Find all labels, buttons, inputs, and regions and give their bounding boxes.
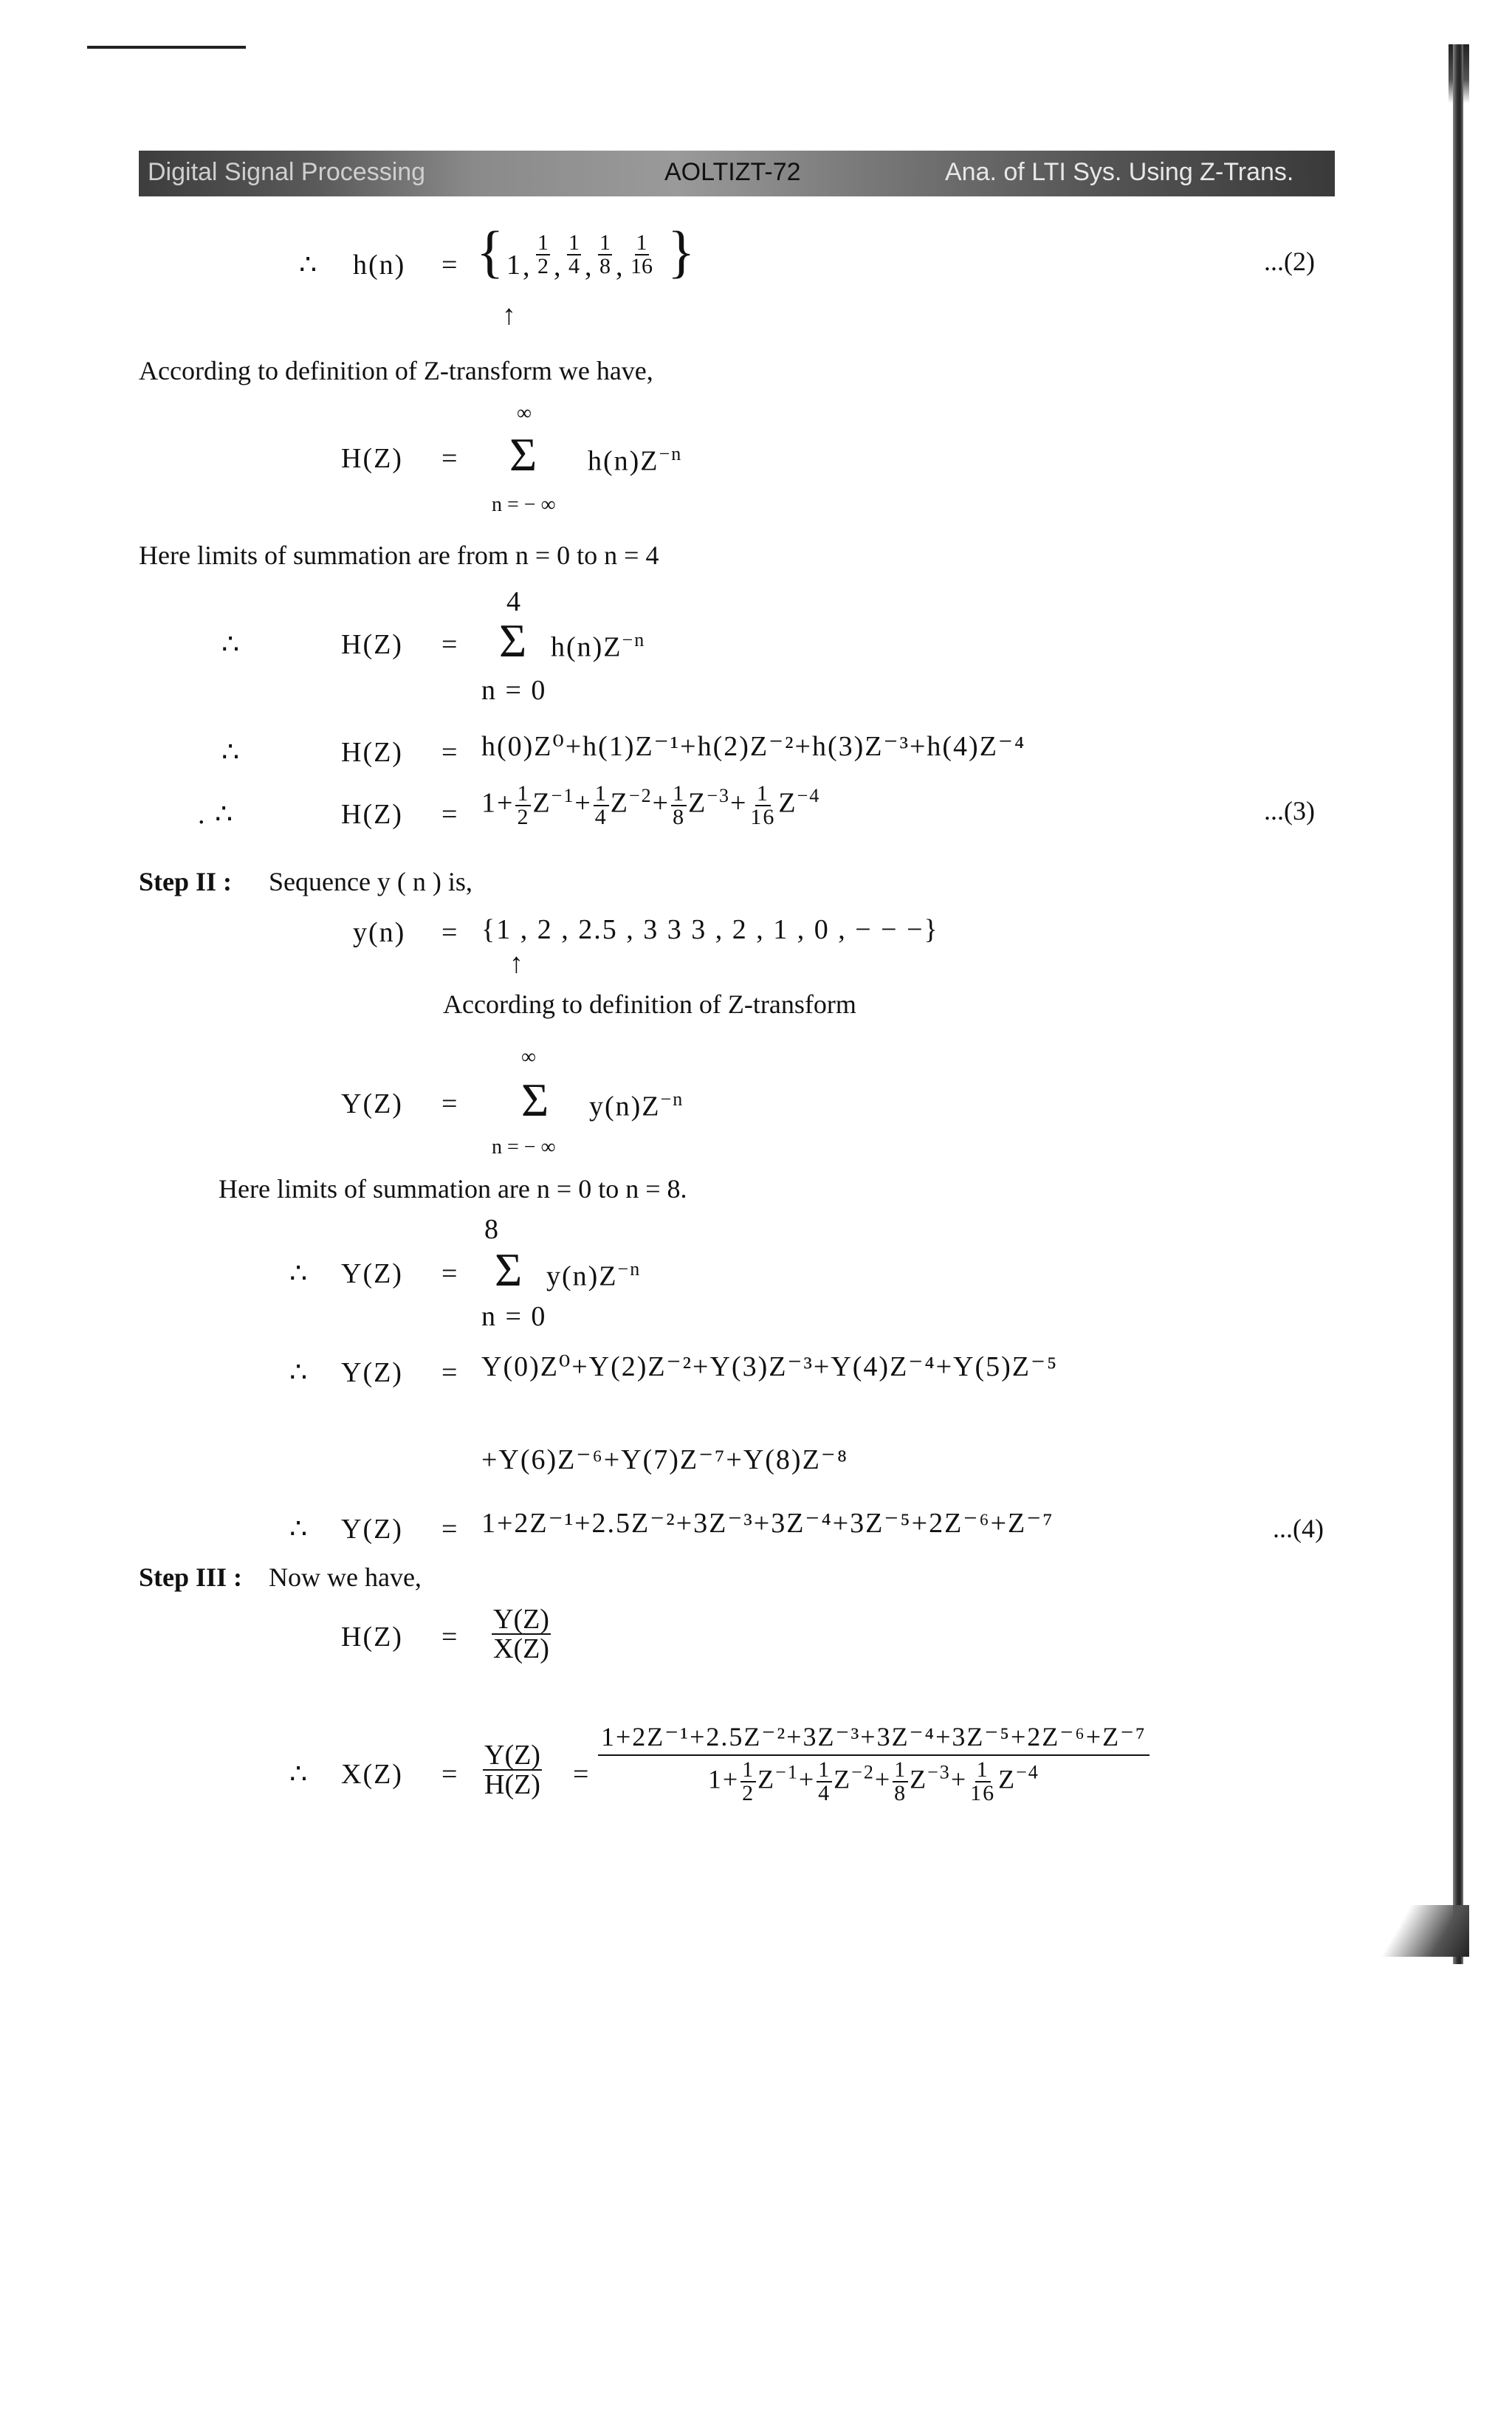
equation-lhs: H(Z)	[341, 799, 403, 830]
header-title: AOLTIZT-72	[664, 158, 801, 186]
sigma-symbol: Σ	[499, 614, 527, 667]
fraction-denominator: 1+ $\frac{1}{2}$ $Z^{-1}+$ $\frac{1}{4}$ $Z^{-2}+$ $\frac{1}{8}$ $Z^{-3}+$ $\frac{1}{16}$ $Z^{-4}$	[707, 1757, 1040, 1805]
equation-lhs: H(Z)	[341, 443, 403, 474]
equals-sign: =	[441, 629, 459, 660]
sum-lower-limit: n = 0	[481, 1301, 547, 1332]
fraction-term: $\frac{1}{2}$	[537, 230, 549, 278]
equation-tag: ...(2)	[1264, 247, 1315, 276]
equals-sign: =	[441, 1258, 459, 1289]
sigma-symbol: Σ	[509, 428, 537, 481]
fraction-term: $\frac{1}{8}$	[599, 230, 611, 278]
header-left-text: Digital Signal Processing	[148, 158, 426, 186]
summand: $y(n)Z^{-n}$	[546, 1258, 642, 1292]
fraction-term: $\frac{Y(Z)}{H(Z)}$	[484, 1740, 540, 1800]
equation-rhs-line-2: +Y(6)Z⁻⁶+Y(7)Z⁻⁷+Y(8)Z⁻⁸	[481, 1444, 849, 1475]
equation-lhs: H(Z)	[341, 1622, 403, 1653]
equation-lhs: H(Z)	[341, 737, 403, 768]
therefore-symbol: . ∴	[198, 799, 235, 830]
paragraph: Here limits of summation are from n = 0 to n = 4	[139, 541, 659, 570]
therefore-symbol: ∴	[289, 1514, 309, 1545]
equation-lhs: Y(Z)	[341, 1088, 403, 1119]
equals-sign: =	[573, 1759, 591, 1790]
summand: $h(n)Z^{-n}$	[588, 443, 683, 477]
top-rule	[87, 46, 246, 49]
step-text: Now we have,	[269, 1562, 422, 1592]
equals-sign: =	[441, 1622, 459, 1653]
fraction-term: $\frac{1}{4}$	[568, 230, 580, 278]
binding-edge	[1453, 44, 1463, 1964]
binding-edge-foot	[1373, 1905, 1469, 1957]
equation-lhs: y(n)	[353, 917, 406, 948]
main-fraction	[597, 1723, 1151, 1805]
paragraph: According to definition of Z-transform we have,	[139, 356, 653, 385]
equation-tag: ...(4)	[1273, 1514, 1324, 1543]
equation-lhs: h(n)	[353, 250, 406, 281]
paragraph: According to definition of Z-transform	[443, 989, 856, 1019]
sum-upper-limit: 4	[506, 586, 522, 617]
step-label: Step II :	[139, 867, 233, 896]
therefore-symbol: ∴	[289, 1258, 309, 1289]
arrow-up-icon: ↑	[502, 300, 518, 331]
therefore-symbol: ∴	[221, 737, 241, 768]
equals-sign: =	[441, 1088, 459, 1119]
equation-rhs-line-1: Y(0)Z⁰+Y(2)Z⁻²+Y(3)Z⁻³+Y(4)Z⁻⁴+Y(5)Z⁻⁵	[481, 1351, 1059, 1382]
equals-sign: =	[441, 1514, 459, 1545]
sigma-symbol: Σ	[521, 1074, 549, 1126]
left-brace: {	[476, 219, 504, 284]
sum-upper-limit: 8	[484, 1214, 500, 1245]
paragraph: Here limits of summation are n = 0 to n = 8.	[219, 1174, 687, 1204]
equals-sign: =	[441, 799, 459, 830]
sequence-values: {1 , 2 , 2.5 , 3 3 3 , 2 , 1 , 0 , − − −}	[481, 914, 939, 945]
header-right-text: Ana. of LTI Sys. Using Z-Trans.	[945, 158, 1294, 186]
therefore-symbol: ∴	[221, 629, 241, 660]
summand: $h(n)Z^{-n}$	[551, 629, 646, 663]
fraction-term: $\frac{1}{16}$	[630, 230, 653, 278]
equation-lhs: X(Z)	[341, 1759, 403, 1790]
therefore-symbol: ∴	[289, 1759, 309, 1790]
arrow-up-icon: ↑	[509, 948, 525, 979]
sum-lower-limit: n = − ∞	[492, 1136, 556, 1159]
equation-lhs: Y(Z)	[341, 1514, 403, 1545]
fraction-term: $\frac{Y(Z)}{X(Z)}$	[493, 1604, 549, 1664]
equation-lhs: H(Z)	[341, 629, 403, 660]
equation-lhs: Y(Z)	[341, 1258, 403, 1289]
sum-lower-limit: n = − ∞	[492, 493, 556, 516]
equals-sign: =	[441, 443, 459, 474]
equals-sign: =	[441, 250, 459, 281]
therefore-symbol: ∴	[289, 1357, 309, 1388]
therefore-symbol: ∴	[299, 250, 319, 281]
equals-sign: =	[441, 1759, 459, 1790]
step-label: Step III :	[139, 1562, 243, 1592]
equals-sign: =	[441, 1357, 459, 1388]
sum-upper-limit: ∞	[521, 1046, 536, 1068]
fraction-numerator: 1+2Z⁻¹+2.5Z⁻²+3Z⁻³+3Z⁻⁴+3Z⁻⁵+2Z⁻⁶+Z⁻⁷	[598, 1723, 1150, 1756]
equation-rhs: 1+2Z⁻¹+2.5Z⁻²+3Z⁻³+3Z⁻⁴+3Z⁻⁵+2Z⁻⁶+Z⁻⁷	[481, 1508, 1054, 1539]
equals-sign: =	[441, 917, 459, 948]
equation-rhs: h(0)Z⁰+h(1)Z⁻¹+h(2)Z⁻²+h(3)Z⁻³+h(4)Z⁻⁴	[481, 731, 1026, 762]
right-brace: }	[667, 219, 695, 284]
step-text: Sequence y ( n ) is,	[269, 867, 472, 896]
sum-upper-limit: ∞	[517, 402, 532, 425]
sigma-symbol: Σ	[495, 1243, 523, 1296]
equals-sign: =	[441, 737, 459, 768]
sum-lower-limit: n = 0	[481, 675, 547, 706]
equation-rhs: 1+ $\frac{1}{2}$ $Z^{-1}+$ $\frac{1}{4}$ $Z^{-2}+$ $\frac{1}{8}$ $Z^{-3}+$ $\frac{1}{16}$ $Z^{-4}$	[481, 781, 821, 829]
sequence-first-value: 1	[506, 250, 522, 281]
equation-tag: ...(3)	[1264, 796, 1315, 826]
equation-lhs: Y(Z)	[341, 1357, 403, 1388]
summand: $y(n)Z^{-n}$	[589, 1088, 684, 1122]
